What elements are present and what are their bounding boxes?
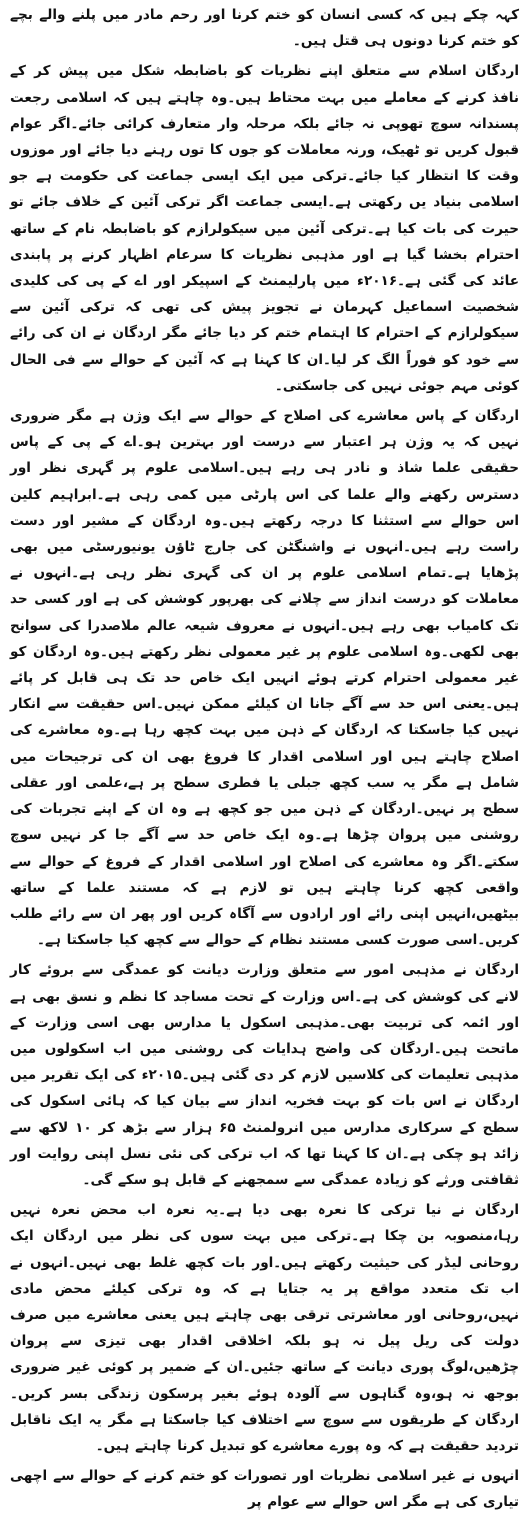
article-paragraph-6: انہوں نے غیر اسلامی نظریات اور تصورات کو ختم کرنے کے حوالے سے اچھی تیاری کی ہے مگر اس حوالے سے عوام پر — [10, 1468, 519, 1511]
article-paragraph-4: اردگان نے مذہبی امور سے متعلق وزارت دیانت کو عمدگی سے بروئے کار لانے کی کوشش کی ہے۔اس وزارت کے تحت مساجد کا نظم و نسق بھی ہے اور ائمہ کی تربیت بھی۔مذہبی اسکول یا مدارس بھی اسی وزارت کے ماتحت ہیں۔اردگان کی واضح ہدایات کی روشنی میں اب اسکولوں میں مذہبی تعلیمات کی کلاسیں لازم کر دی گئی ہیں۔۲۰۱۵ء کی ایک تقریر میں اردگان نے اس بات کو بہت فخریہ انداز سے بیان کیا کہ ہائی اسکول کی سطح کے سرکاری مدارس میں انرولمنٹ ۶۵ ہزار سے بڑھ کر ۱۰ لاکھ سے زائد ہو چکی ہے۔ان کا کہنا تھا کہ اب ترکی کی نئی نسل اپنی روایت اور ثقافتی ورثے کو زیادہ عمدگی سے سمجھنے کے قابل ہو سکے گی۔ — [10, 962, 519, 1188]
article-paragraph-2: اردگان اسلام سے متعلق اپنے نظریات کو باضابطہ شکل میں پیش کر کے نافذ کرنے کے معاملے میں بہت محتاط ہیں۔وہ چاہتے ہیں کہ اسلامی رجعت پسندانہ سوچ تھوپی نہ جائے بلکہ مرحلہ وار متعارف کرائی جائے۔اگر عوام قبول کریں تو ٹھیک، ورنہ معاملات کو جوں کا توں رہنے دیا جائے اور موزوں وقت کا انتظار کیا جائے۔ترکی میں ایک ایسی جماعت کی حکومت ہے جو اسلامی بنیاد یں رکھتی ہے۔ایسی جماعت اگر ترکی آئین کے خلاف جائے تو حیرت کی بات کیا ہے۔ترکی آئین میں سیکولرازم کو باضابطہ نام کے ساتھ احترام بخشا گیا ہے اور مذہبی نظریات کا سرعام اظہار کرنے پر پابندی عائد کی گئی ہے۔۲۰۱۶ء میں پارلیمنٹ کے اسپیکر اور اے کے پی کی کلیدی شخصیت اسماعیل کہرمان نے تجویز پیش کی تھی کہ ترکی آئین سے سیکولرازم کے احترام کا اہتمام ختم کر دیا جائے مگر اردگان نے ان کی رائے سے خود کو فوراً الگ کر لیا۔ان کا کہنا ہے کہ آئین کے حوالے سے فی الحال کوئی مہم جوئی نہیں کی جاسکتی۔ — [10, 63, 519, 394]
article-paragraph-1: کہہ چکے ہیں کہ کسی انسان کو ختم کرنا اور رحم مادر میں پلنے والے بچے کو ختم کرنا دونوں ہی قتل ہیں۔ — [10, 7, 519, 50]
article-paragraph-3: اردگان کے پاس معاشرے کی اصلاح کے حوالے سے ایک وژن ہے مگر ضروری نہیں کہ یہ وژن ہر اعتبار سے درست اور بہترین ہو۔اے کے پی کے پاس حقیقی علما شاذ و نادر ہی رہے ہیں۔اسلامی علوم پر گہری نظر اور دسترس رکھنے والے علما کی اس پارٹی میں کمی رہی ہے۔ابراہیم کلین اس حوالے سے استثنا کا درجہ رکھتے ہیں۔وہ اردگان کے مشیر اور دست راست رہے ہیں۔انہوں نے واشنگٹن کی جارج ٹاؤن یونیورسٹی میں بھی پڑھایا ہے۔تمام اسلامی علوم پر ان کی گہری نظر رہی ہے۔انہوں نے معاملات کو درست انداز سے چلانے کی بھرپور کوشش کی ہے اور کسی حد تک کامیاب بھی رہے ہیں۔انہوں نے معروف شیعہ عالم ملاصدرا کی سوانح بھی لکھی۔وہ اسلامی علوم پر غیر معمولی نظر رکھتے ہیں۔وہ اردگان کو غیر معمولی احترام کرتے ہوئے انہیں ایک خاص حد تک ہی قابل کر پائے ہیں۔یعنی اس حد سے آگے جانا ان کیلئے ممکن نہیں۔اس حقیقت سے انکار نہیں کیا جاسکتا کہ اردگان کے ذہن میں بہت کچھ رہا ہے۔وہ معاشرے کی اصلاح چاہتے ہیں اور اسلامی اقدار کا فروغ بھی ان کی ترجیحات میں شامل ہے مگر یہ سب کچھ جبلی یا فطری سطح پر ہے،علمی اور عقلی سطح پر نہیں۔اردگان کے ذہن میں جو کچھ ہے وہ ان کے اپنے تجربات کی روشنی میں پروان چڑھا ہے۔وہ ایک خاص حد سے آگے جا کر نہیں سوچ سکتے۔اگر وہ معاشرے کی اصلاح اور اسلامی اقدار کے فروغ کے حوالے سے واقعی کچھ کرنا چاہتے ہیں تو لازم ہے کہ مستند علما کے ساتھ بیٹھیں،انہیں اپنی رائے اور ارادوں سے آگاہ کریں اور پھر ان سے رائے طلب کریں۔اسی صورت کسی مستند نظام کے حوالے سے کچھ کیا جاسکتا ہے۔ — [10, 408, 519, 949]
article-paragraph-5: اردگان نے نیا ترکی کا نعرہ بھی دیا ہے۔یہ نعرہ اب محض نعرہ نہیں رہا،منصوبہ بن چکا ہے۔ترکی میں بہت سوں کی نظر میں اردگان ایک روحانی لیڈر کی حیثیت رکھتے ہیں۔اور بات کچھ غلط بھی نہیں۔انہوں نے اب تک متعدد مواقع پر یہ جتایا ہے کہ وہ ترکی کیلئے محض مادی نہیں،روحانی اور معاشرتی ترقی بھی چاہتے ہیں یعنی معاشرے میں صرف دولت کی ریل پیل نہ ہو بلکہ اخلاقی اقدار بھی تیزی سے پروان چڑھیں،لوگ پوری دیانت کے ساتھ جئیں۔ان کے ضمیر پر کوئی غیر ضروری بوجھ نہ ہو،وہ گناہوں سے آلودہ ہوئے بغیر پرسکون زندگی بسر کریں۔اردگان کے طریقوں سے سوچ سے اختلاف کیا جاسکتا ہے مگر یہ ایک ناقابل تردید حقیقت ہے کہ وہ پورے معاشرے کو تبدیل کرنا چاہتے ہیں۔ — [10, 1202, 519, 1454]
